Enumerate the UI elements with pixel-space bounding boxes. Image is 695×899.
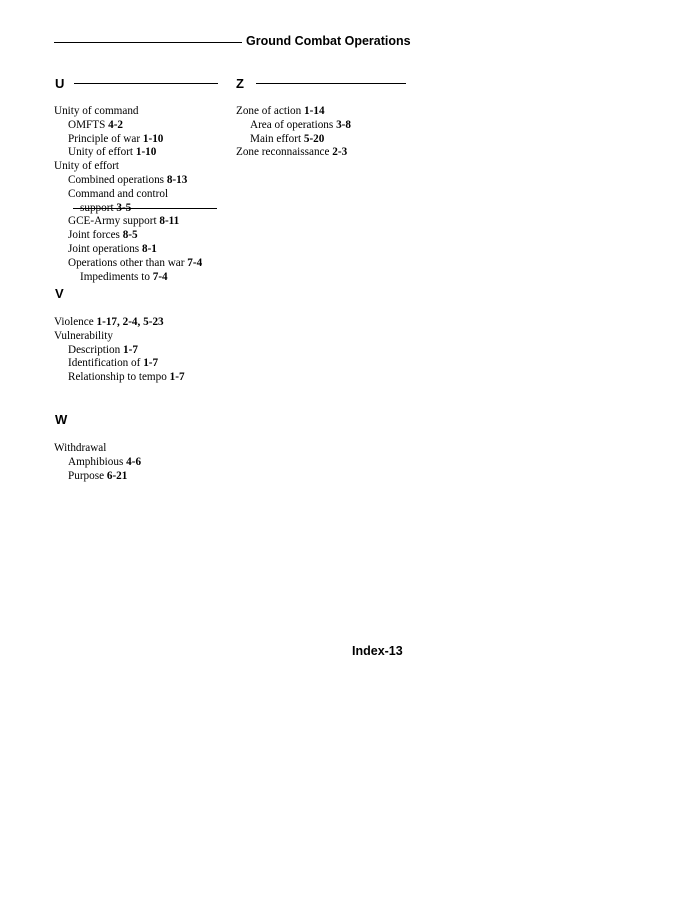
index-subentry: Purpose 6-21 <box>68 469 128 482</box>
index-entry: Zone of action 1-14 <box>236 105 325 117</box>
index-subsubentry: Impediments to 7-4 <box>80 270 168 283</box>
column-break-rule <box>73 208 217 209</box>
index-list-v <box>54 316 185 385</box>
index-subentry: Identification of 1-7 <box>68 357 159 370</box>
section-rule-z <box>256 83 406 84</box>
index-entry: Vulnerability <box>54 329 113 342</box>
index-subentry: Joint operations 8-1 <box>68 242 157 255</box>
index-subentry: Description 1-7 <box>68 343 138 356</box>
index-entry: Unity of effort <box>54 160 120 173</box>
index-subentry: Principle of war 1-10 <box>68 132 164 145</box>
index-subentry: OMFTS 4-2 <box>68 118 124 131</box>
index-entry: Violence 1-17, 2-4, 5-23 <box>54 316 164 328</box>
index-subentry: Command and control <box>68 187 169 200</box>
index-subentry-continuation: support 3-5 <box>80 201 132 214</box>
index-subentry: Operations other than war 7-4 <box>68 256 203 269</box>
section-letter-z: Z <box>236 76 244 91</box>
index-entry: Unity of command <box>54 105 139 117</box>
index-subentry: Area of operations 3-8 <box>250 118 351 131</box>
index-subentry: Unity of effort 1-10 <box>68 146 157 159</box>
section-letter-v: V <box>55 286 64 301</box>
index-subentry: Amphibious 4-6 <box>68 455 142 468</box>
index-subentry: Relationship to tempo 1-7 <box>68 371 185 384</box>
section-letter-w: W <box>55 412 68 427</box>
index-list-w <box>54 442 141 483</box>
running-header-title: Ground Combat Operations <box>246 34 411 48</box>
index-entry: Withdrawal <box>54 442 107 454</box>
index-list-u <box>54 105 202 284</box>
page-number: Index-13 <box>352 644 403 658</box>
index-subentry: Joint forces 8-5 <box>68 229 138 242</box>
section-letter-u: U <box>55 76 65 91</box>
index-list-z <box>236 105 351 160</box>
header-rule <box>54 42 242 43</box>
section-rule-u <box>74 83 218 84</box>
index-subentry: GCE-Army support 8-11 <box>68 215 180 228</box>
index-entry: Zone reconnaissance 2-3 <box>236 146 348 159</box>
index-subentry: Main effort 5-20 <box>250 132 325 145</box>
index-subentry: Combined operations 8-13 <box>68 173 188 186</box>
